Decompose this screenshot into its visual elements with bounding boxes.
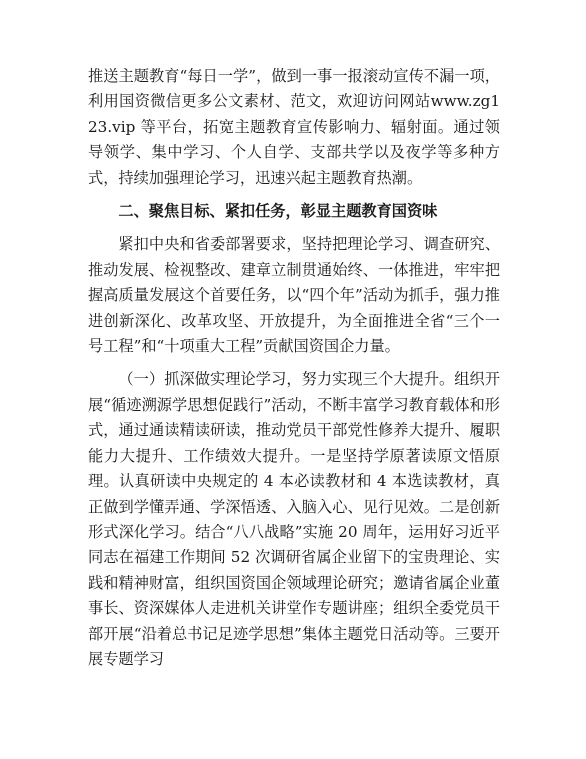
paragraph-1: 推送主题教育“每日一学”，做到一事一报滚动宣传不漏一项，利用国资微信更多公文素材、范文，欢迎访问网站www.zg123.vip 等平台，拓宽主题教育宣传影响力、辐射面。通过领导领学、集中学习、个人自学、支部共学以及夜学等多种方式，持续加强理论学习，迅速兴起主题教育热潮。 — [88, 67, 500, 187]
section-heading-2: 二、聚焦目标、紧扣任务，彰显主题教育国资味 — [118, 202, 438, 221]
paragraph-2: 紧扣中央和省委部署要求，坚持把理论学习、调查研究、推动发展、检视整改、建章立制贯通始终、一体推进，牢牢把握高质量发展这个首要任务，以“四个年”活动为抓手，强力推进创新深化、改革攻坚、开放提升，为全面推进全省“三个一号工程”和“十项重大工程”贡献国资国企力量。 — [88, 235, 500, 356]
paragraph-3: （一）抓深做实理论学习，努力实现三个大提升。组织开展“循迹溯源学思想促践行”活动，不断丰富学习教育载体和形式，通过通读精读研读，推动党员干部党性修养大提升、履职能力大提升、工作绩效大提升。一是坚持学原著读原文悟原理。认真研读中央规定的 4 本必读教材和 4 本选读教材，真正做到学懂弄通、学深悟透、入脑入心、见行见效。二是创新形式深化学习。结合“八八战略”实施 20 周年，运用好习近平同志在福建工作期间 52 次调研省属企业留下的宝贵理论、实践和精神财富，组织国资国企领域理论研究；邀请省属企业董事长、资深媒体人走进机关讲堂作专题讲座；组织全委党员干部开展“沿着总书记足迹学思想”集体主题党日活动等。三要开展专题学习 — [88, 370, 500, 668]
document-body — [88, 64, 500, 672]
